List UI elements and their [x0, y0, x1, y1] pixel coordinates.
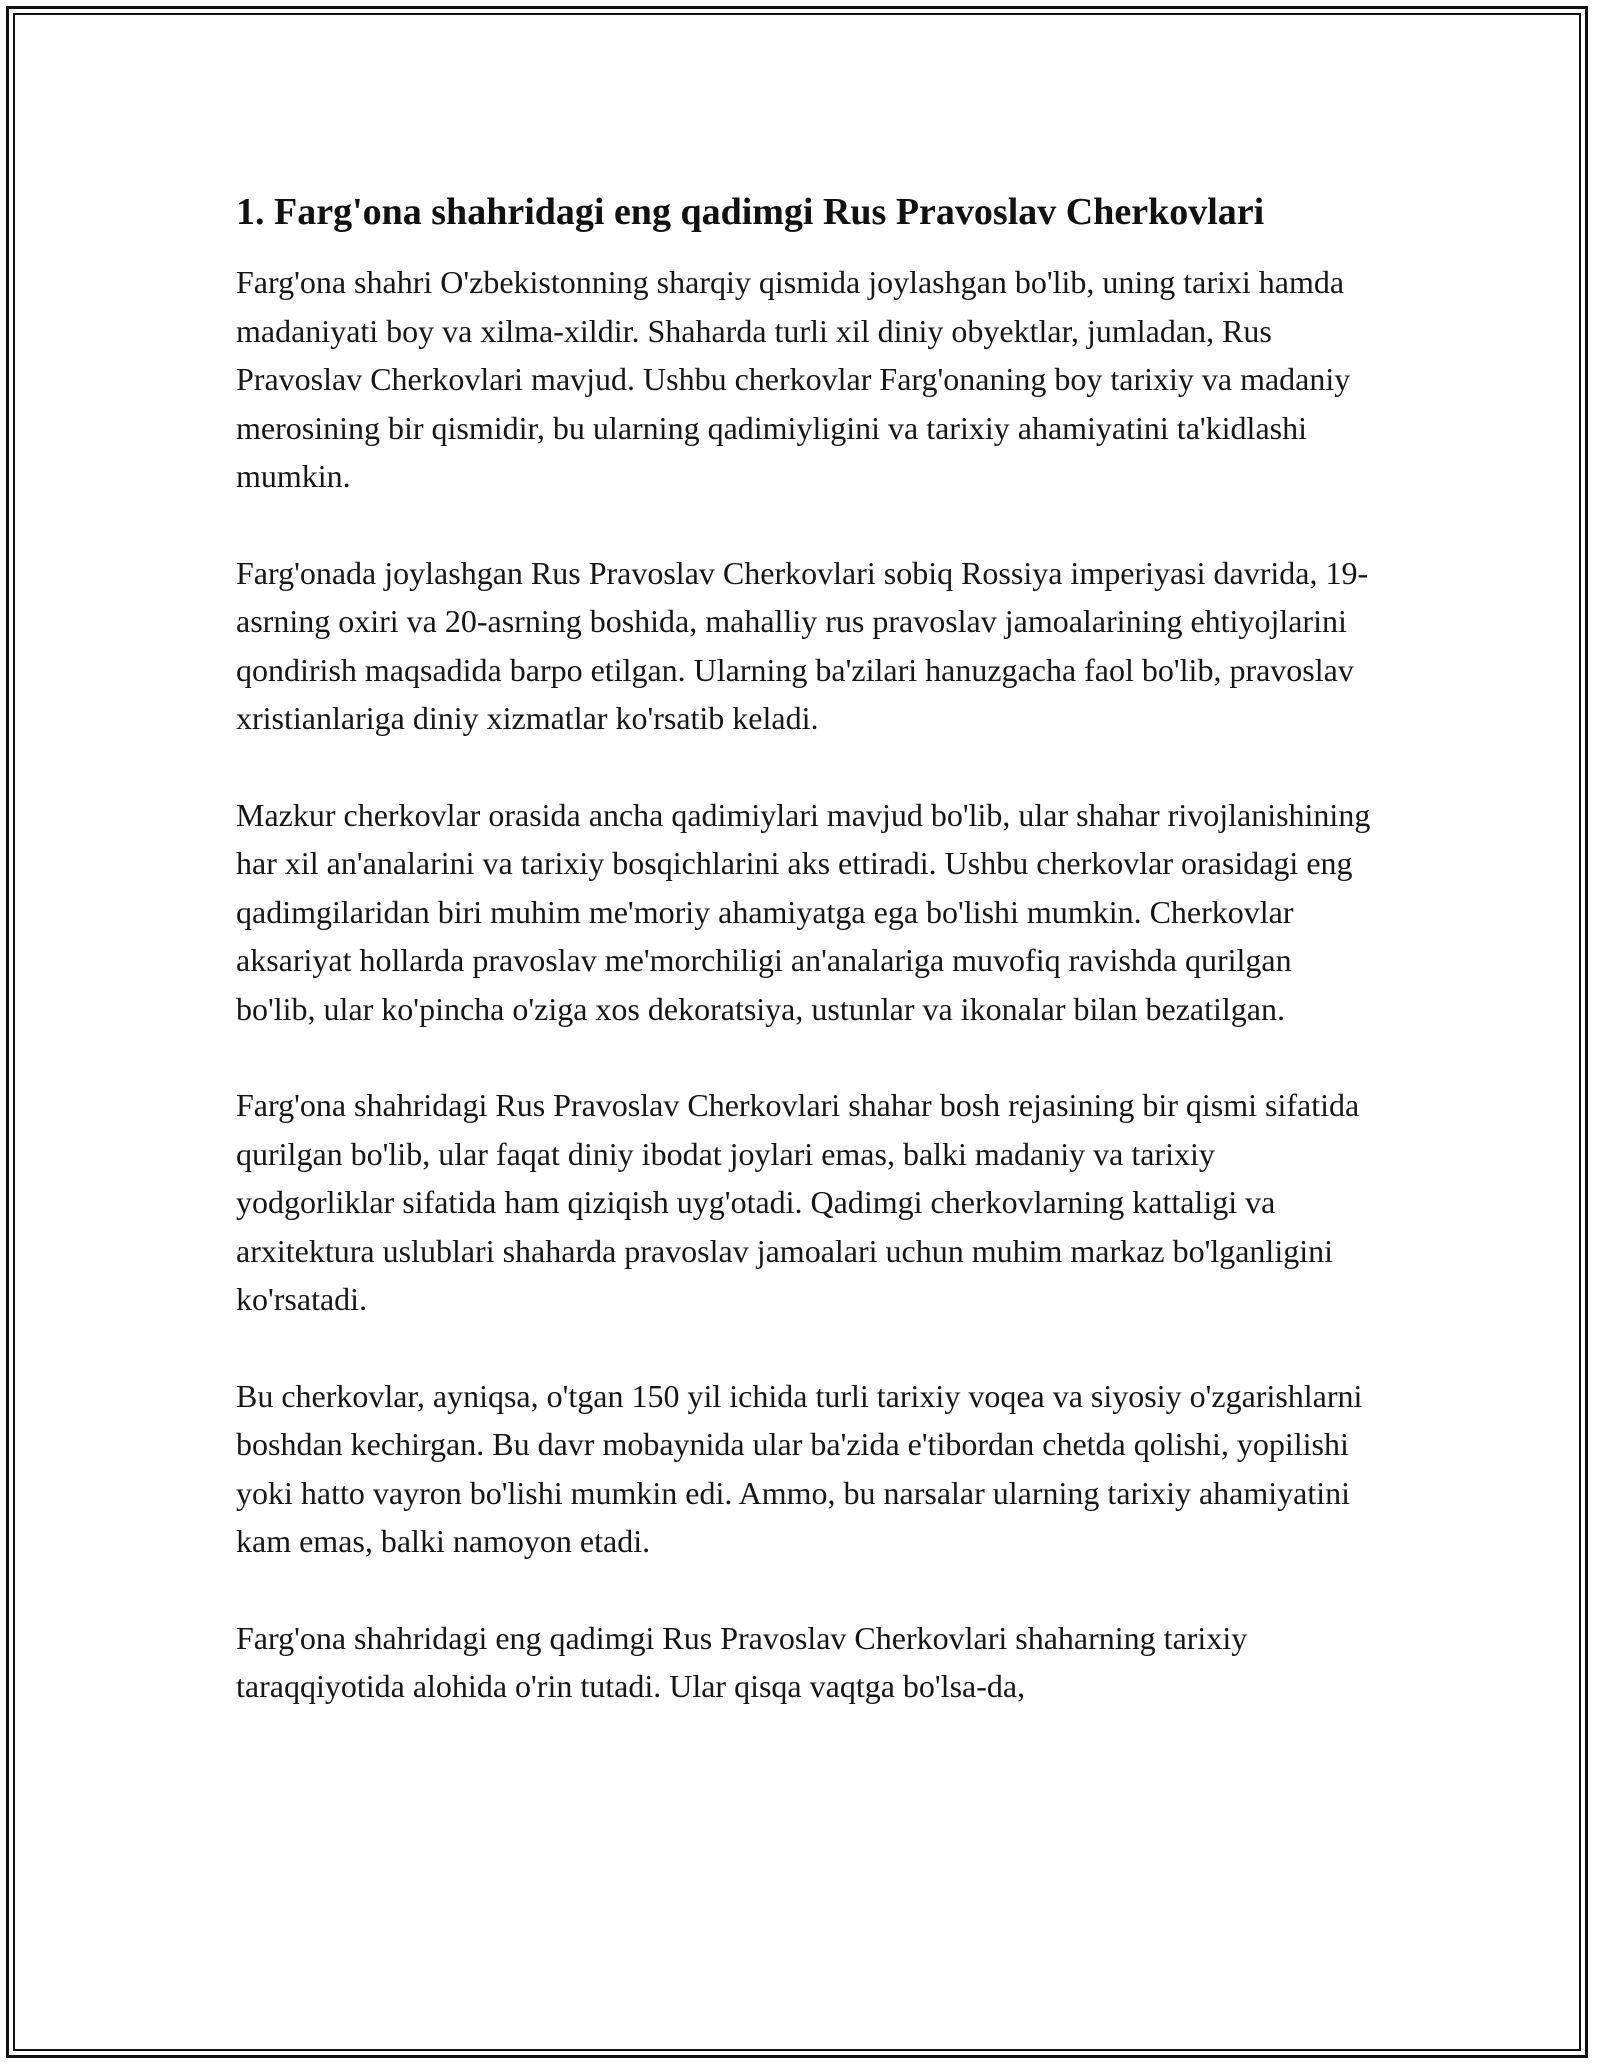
paragraph-6: Farg'ona shahridagi eng qadimgi Rus Pravoslav Cherkovlari shaharning tarixiy taraqqiyotida alohida o'rin tutadi. Ular qisqa vaqtga bo'lsa-da,: [236, 1619, 1248, 1704]
paragraph-1: Farg'ona shahri O'zbekistonning sharqiy qismida joylashgan bo'lib, uning tarixi hamda madaniyati boy va xilma-xildir. Shaharda turli xil diniy obyektlar, jumladan, Rus Pravoslav Cherkovlari mavjud. Ushbu cherkovlar Farg'onaning boy tarixiy va madaniy merosining bir qismidir, bu ularning qadimiyligini va tarixiy ahamiyatini ta'kidlashi mumkin.: [236, 264, 1351, 494]
document-body: [236, 184, 1376, 1711]
paragraph-5: Bu cherkovlar, ayniqsa, o'tgan 150 yil ichida turli tarixiy voqea va siyosiy o'zgarishlarni boshdan kechirgan. Bu davr mobaynida ular ba'zida e'tibordan chetda qolishi, yopilishi yoki hatto vayron bo'lishi mumkin edi. Ammo, bu narsalar ularning tarixiy ahamiyatini kam emas, balki namoyon etadi.: [236, 1377, 1363, 1559]
paragraph-3: Mazkur cherkovlar orasida ancha qadimiylari mavjud bo'lib, ular shahar rivojlanishining har xil an'analarini va tarixiy bosqichlarini aks ettiradi. Ushbu cherkovlar orasidagi eng qadimgilaridan biri muhim me'moriy ahamiyatga ega bo'lishi mumkin. Cherkovlar aksariyat hollarda pravoslav me'morchiligi an'analariga muvofiq ravishda qurilgan bo'lib, ular ko'pincha o'ziga xos dekoratsiya, ustunlar va ikonalar bilan bezatilgan.: [236, 796, 1371, 1027]
section-heading: 1. Farg'ona shahridagi eng qadimgi Rus Pravoslav Cherkovlari: [236, 191, 1265, 233]
paragraph-4: Farg'ona shahridagi Rus Pravoslav Cherkovlari shahar bosh rejasining bir qismi sifatida qurilgan bo'lib, ular faqat diniy ibodat joylari emas, balki madaniy va tarixiy yodgorliklar sifatida ham qiziqish uyg'otadi. Qadimgi cherkovlarning kattaligi va arxitektura uslublari shaharda pravoslav jamoalari uchun muhim markaz bo'lganligini ko'rsatadi.: [236, 1087, 1360, 1317]
paragraph-2: Farg'onada joylashgan Rus Pravoslav Cherkovlari sobiq Rossiya imperiyasi davrida, 19-asrning oxiri va 20-asrning boshida, mahalliy rus pravoslav jamoalarining ehtiyojlarini qondirish maqsadida barpo etilgan. Ularning ba'zilari hanuzgacha faol bo'lib, pravoslav xristianlariga diniy xizmatlar ko'rsatib keladi.: [236, 554, 1369, 736]
